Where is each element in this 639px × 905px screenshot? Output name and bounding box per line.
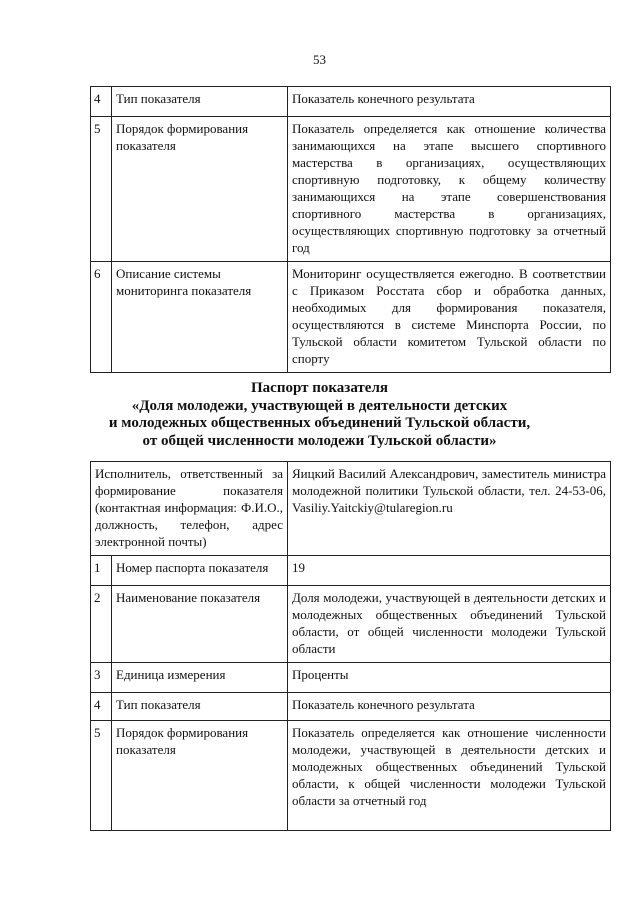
passport-title: Паспорт показателя [251, 380, 388, 396]
row-value: Мониторинг осуществляется ежегодно. В соответствии с Приказом Росстата сбор и обработка данных, необходимых для формирования показателя, осуществляются в системе Минспорта России, по Тульской области комитетом Тульской области по спорту [288, 262, 611, 373]
row-value: Проценты [288, 663, 611, 693]
row-number: 2 [91, 586, 112, 663]
row-number: 5 [91, 117, 112, 262]
table-row [91, 663, 611, 693]
table-row [91, 693, 611, 721]
row-value: Доля молодежи, участвующей в деятельности детских и молодежных общественных объединений Тульской области, от общей численности молодежи Тульской области [288, 586, 611, 663]
row-label: Порядок формирования показателя [112, 721, 288, 831]
passport-heading [0, 380, 639, 450]
row-number: 5 [91, 721, 112, 831]
row-number: 1 [91, 556, 112, 586]
executor-value: Яицкий Василий Александрович, заместитель министра молодежной политики Тульской области, тел. 24-53-06, Vasiliy.Yaitckiy@tularegion.ru [288, 462, 611, 556]
row-label: Описание системы мониторинга показателя [112, 262, 288, 373]
row-value: Показатель определяется как отношение количества занимающихся на этапе высшего спортивного мастерства в организациях, осуществляющих спортивную подготовку, к общему количеству занимающихся на этапе совершенствования спортивного мастерства в организациях, осуществляющих спортивную подготовку за отчетный год [288, 117, 611, 262]
row-label: Тип показателя [112, 87, 288, 117]
row-number: 4 [91, 693, 112, 721]
row-label: Наименование показателя [112, 586, 288, 663]
table-row [91, 262, 611, 373]
row-value: Показатель конечного результата [288, 87, 611, 117]
table-row [91, 87, 611, 117]
row-label: Порядок формирования показателя [112, 117, 288, 262]
row-value: Показатель конечного результата [288, 693, 611, 721]
executor-row [91, 462, 611, 556]
passport-subtitle-line: «Доля молодежи, участвующей в деятельности детских [131, 397, 508, 414]
indicator-table-continued [90, 86, 611, 373]
table-row [91, 117, 611, 262]
passport-subtitle-line: и молодежных общественных объединений Тульской области, [108, 415, 531, 431]
page-number: 53 [313, 52, 326, 67]
executor-label: Исполнитель, ответственный за формирование показателя (контактная информация: Ф.И.О., должность, телефон, адрес электронной почты) [91, 462, 288, 556]
table-row [91, 556, 611, 586]
passport-table [90, 461, 611, 831]
passport-subtitle-line: от общей численности молодежи Тульской области» [142, 432, 497, 449]
row-value: 19 [288, 556, 611, 586]
row-label: Тип показателя [112, 693, 288, 721]
row-value: Показатель определяется как отношение численности молодежи, участвующей в деятельности детских и молодежных общественных объединений Тульской области, к общей численности молодежи Тульской области за отчетный год [288, 721, 611, 831]
row-number: 4 [91, 87, 112, 117]
row-label: Номер паспорта показателя [112, 556, 288, 586]
row-number: 3 [91, 663, 112, 693]
row-number: 6 [91, 262, 112, 373]
table-row [91, 721, 611, 831]
row-label: Единица измерения [112, 663, 288, 693]
table-row [91, 586, 611, 663]
